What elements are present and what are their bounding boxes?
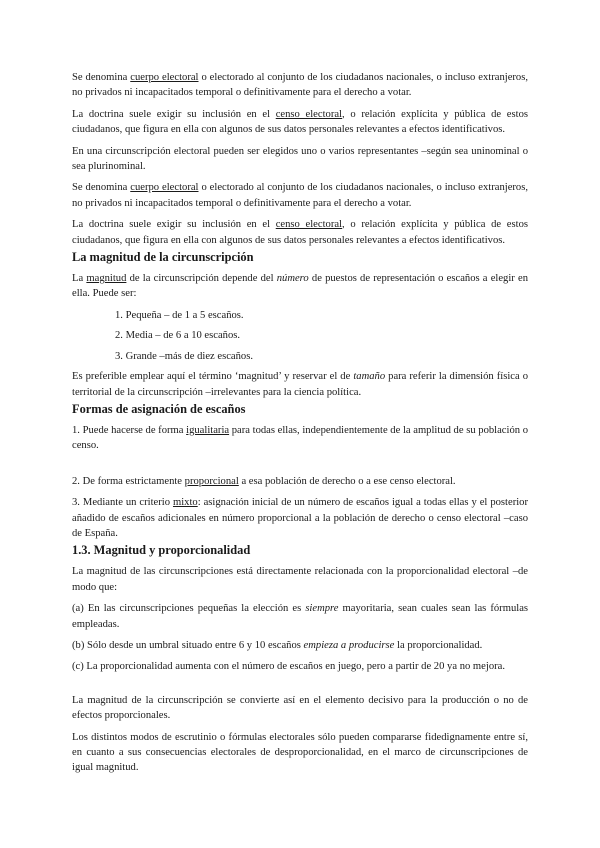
paragraph-modos-escrutinio: Los distintos modos de escrutinio o fórmulas electorales sólo pueden compararse fidedignamente entre sí, en cuanto a sus consecuencias electorales de desproporcionalidad, en el marco de circunscripciones de igual magnitud. [72, 731, 528, 774]
term-proporcional: proporcional [184, 475, 239, 487]
list-item: 3. Grande –más de diez escaños. [115, 350, 253, 362]
paragraph-mixto: 3. Mediante un criterio mixto: asignación inicial de un número de escaños igual a todas ellas y el posterior añadido de escaños adicionales en número proporcional a la población de derecho o censo electoral –caso de España. [72, 497, 528, 539]
magnitude-list [72, 308, 528, 364]
paragraph-cuerpo-electoral: Se denomina cuerpo electoral o electorado al conjunto de los ciudadanos nacionales, o incluso extranjeros, no privados ni incapacitados temporal o definitivamente para el derecho a votar. [72, 72, 528, 99]
term-magnitud: magnitud [86, 273, 127, 285]
list-item: 1. Pequeña – de 1 a 5 escaños. [115, 309, 244, 321]
paragraph-proporcional: 2. De forma estrictamente proporcional a esa población de derecho o a ese censo electoral. [72, 475, 456, 487]
term-igualitaria: igualitaria [186, 424, 230, 436]
term-mixto: mixto [172, 497, 198, 509]
paragraph-magnitud: La magnitud de la circunscripción depende del número de puestos de representación o escaños a elegir en ella. Puede ser: [72, 273, 528, 300]
paragraph-circunscripcion: En una circunscripción electoral pueden ser elegidos uno o varios representantes –según sea uninominal o sea plurinominal. [72, 145, 528, 173]
paragraph-relacion: La magnitud de las circunscripciones está directamente relacionada con la proporcionalidad electoral –de modo que: [72, 566, 528, 593]
paragraph-censo-electoral: La doctrina suele exigir su inclusión en el censo electoral, o relación explícita y pública de estos ciudadanos, que figura en ella con algunos de sus datos personales relevantes a efectos identificativos. [72, 108, 528, 136]
paragraph-item-c: (c) La proporcionalidad aumenta con el número de escaños en juego, pero a partir de 20 ya no mejora. [72, 661, 505, 673]
paragraph-elemento-decisivo: La magnitud de la circunscripción se convierte así en el elemento decisivo para la producción o no de efectos proporcionales. [72, 694, 528, 722]
paragraph-item-a: (a) En las circunscripciones pequeñas la elección es siempre mayoritaria, sean cuales sean las fórmulas empleadas. [72, 603, 529, 630]
paragraph-igualitaria: 1. Puede hacerse de forma igualitaria para todas ellas, independientemente de la amplitud de su población o censo. [72, 424, 528, 452]
term-empieza-a-producirse: empieza a producirse [303, 639, 395, 651]
heading-magnitud-proporcionalidad: 1.3. Magnitud y proporcionalidad [72, 543, 251, 558]
term-tamano: tamaño [353, 371, 386, 383]
term-censo-electoral: censo electoral [275, 108, 343, 120]
paragraph-censo-electoral-repeat: La doctrina suele exigir su inclusión en el censo electoral, o relación explícita y pública de estos ciudadanos, que figura en ella con algunos de sus datos personales relevantes a efectos identificativos. [72, 219, 528, 246]
term-cuerpo-electoral: cuerpo electoral [130, 182, 199, 194]
paragraph-item-b: (b) Sólo desde un umbral situado entre 6 y 10 escaños empieza a producirse la proporcionalidad. [72, 639, 483, 651]
heading-magnitud: La magnitud de la circunscripción [72, 250, 254, 265]
list-item: 2. Media – de 6 a 10 escaños. [115, 330, 241, 342]
term-censo-electoral: censo electoral [275, 219, 343, 231]
term-numero: número [276, 273, 309, 285]
spacer [72, 681, 528, 693]
term-siempre: siempre [305, 603, 339, 615]
paragraph-tamano: Es preferible emplear aquí el término ‘magnitud’ y reservar el de tamaño para referir la dimensión física o territorial de la circunscripción –irrelevantes para la ciencia política. [72, 371, 528, 398]
spacer [72, 460, 528, 474]
paragraph-cuerpo-electoral-repeat: Se denomina cuerpo electoral o electorado al conjunto de los ciudadanos nacionales, o incluso extranjeros, no privados ni incapacitados temporal o definitivamente para el derecho a votar. [72, 182, 528, 209]
heading-formas-asignacion: Formas de asignación de escaños [72, 401, 246, 416]
term-cuerpo-electoral: cuerpo electoral [130, 72, 199, 83]
